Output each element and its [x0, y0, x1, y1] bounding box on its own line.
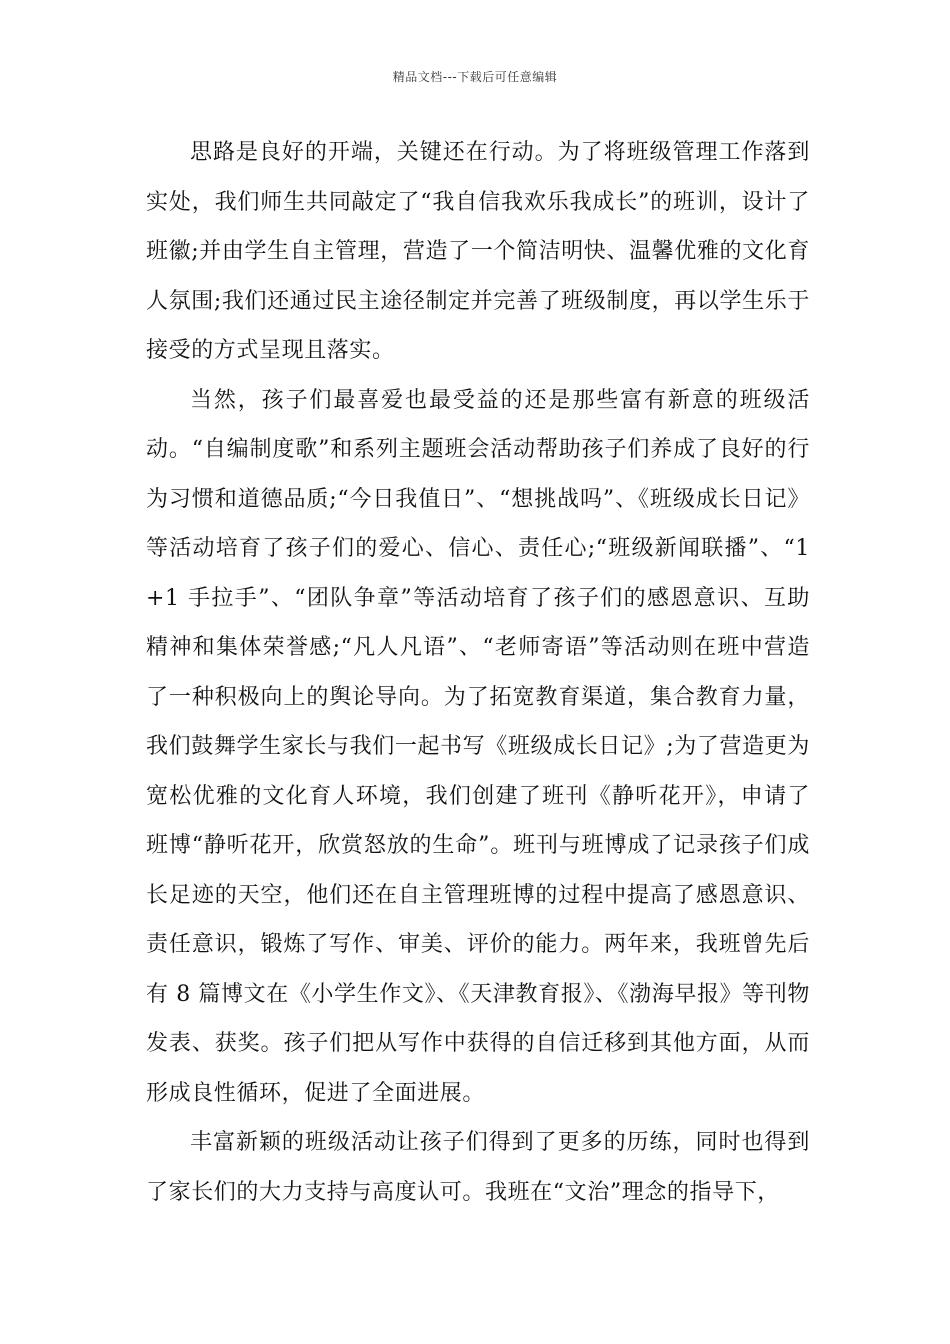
document-body — [146, 128, 810, 1217]
paragraph-2: 当然，孩子们最喜爱也最受益的还是那些富有新意的班级活动。“自编制度歌”和系列主题班会活动帮助孩子们养成了良好的行为习惯和道德品质;“今日我值日”、“想挑战吗”、《班级成长日记》等活动培育了孩子们的爱心、信心、责任心;“班级新闻联播”、“1+1 手拉手”、“团队争章”等活动培育了孩子们的感恩意识、互助精神和集体荣誉感;“凡人凡语”、“老师寄语”等活动则在班中营造了一种积极向上的舆论导向。为了拓宽教育渠道，集合教育力量，我们鼓舞学生家长与我们一起书写《班级成长日记》;为了营造更为宽松优雅的文化育人环境，我们创建了班刊《静听花开》，申请了班博“静听花开，欣赏怒放的生命”。班刊与班博成了记录孩子们成长足迹的天空，他们还在自主管理班博的过程中提高了感恩意识、责任意识，锻炼了写作、审美、评价的能力。两年来，我班曾先后有 8 篇博文在《小学生作文》、《天津教育报》、《渤海早报》等刊物发表、获奖。孩子们把从写作中获得的自信迁移到其他方面，从而形成良性循环，促进了全面进展。 — [146, 387, 810, 1106]
page-header: 精品文档---下载后可任意编辑 — [392, 70, 558, 84]
paragraph-1: 思路是良好的开端，关键还在行动。为了将班级管理工作落到实处，我们师生共同敲定了“我自信我欢乐我成长”的班训，设计了班徽;并由学生自主管理，营造了一个简洁明快、温馨优雅的文化育人氛围;我们还通过民主途径制定并完善了班级制度，再以学生乐于接受的方式呈现且落实。 — [146, 140, 810, 363]
paragraph-3: 丰富新颖的班级活动让孩子们得到了更多的历练，同时也得到了家长们的大力支持与高度认可。我班在“文治”理念的指导下， — [146, 1130, 810, 1205]
